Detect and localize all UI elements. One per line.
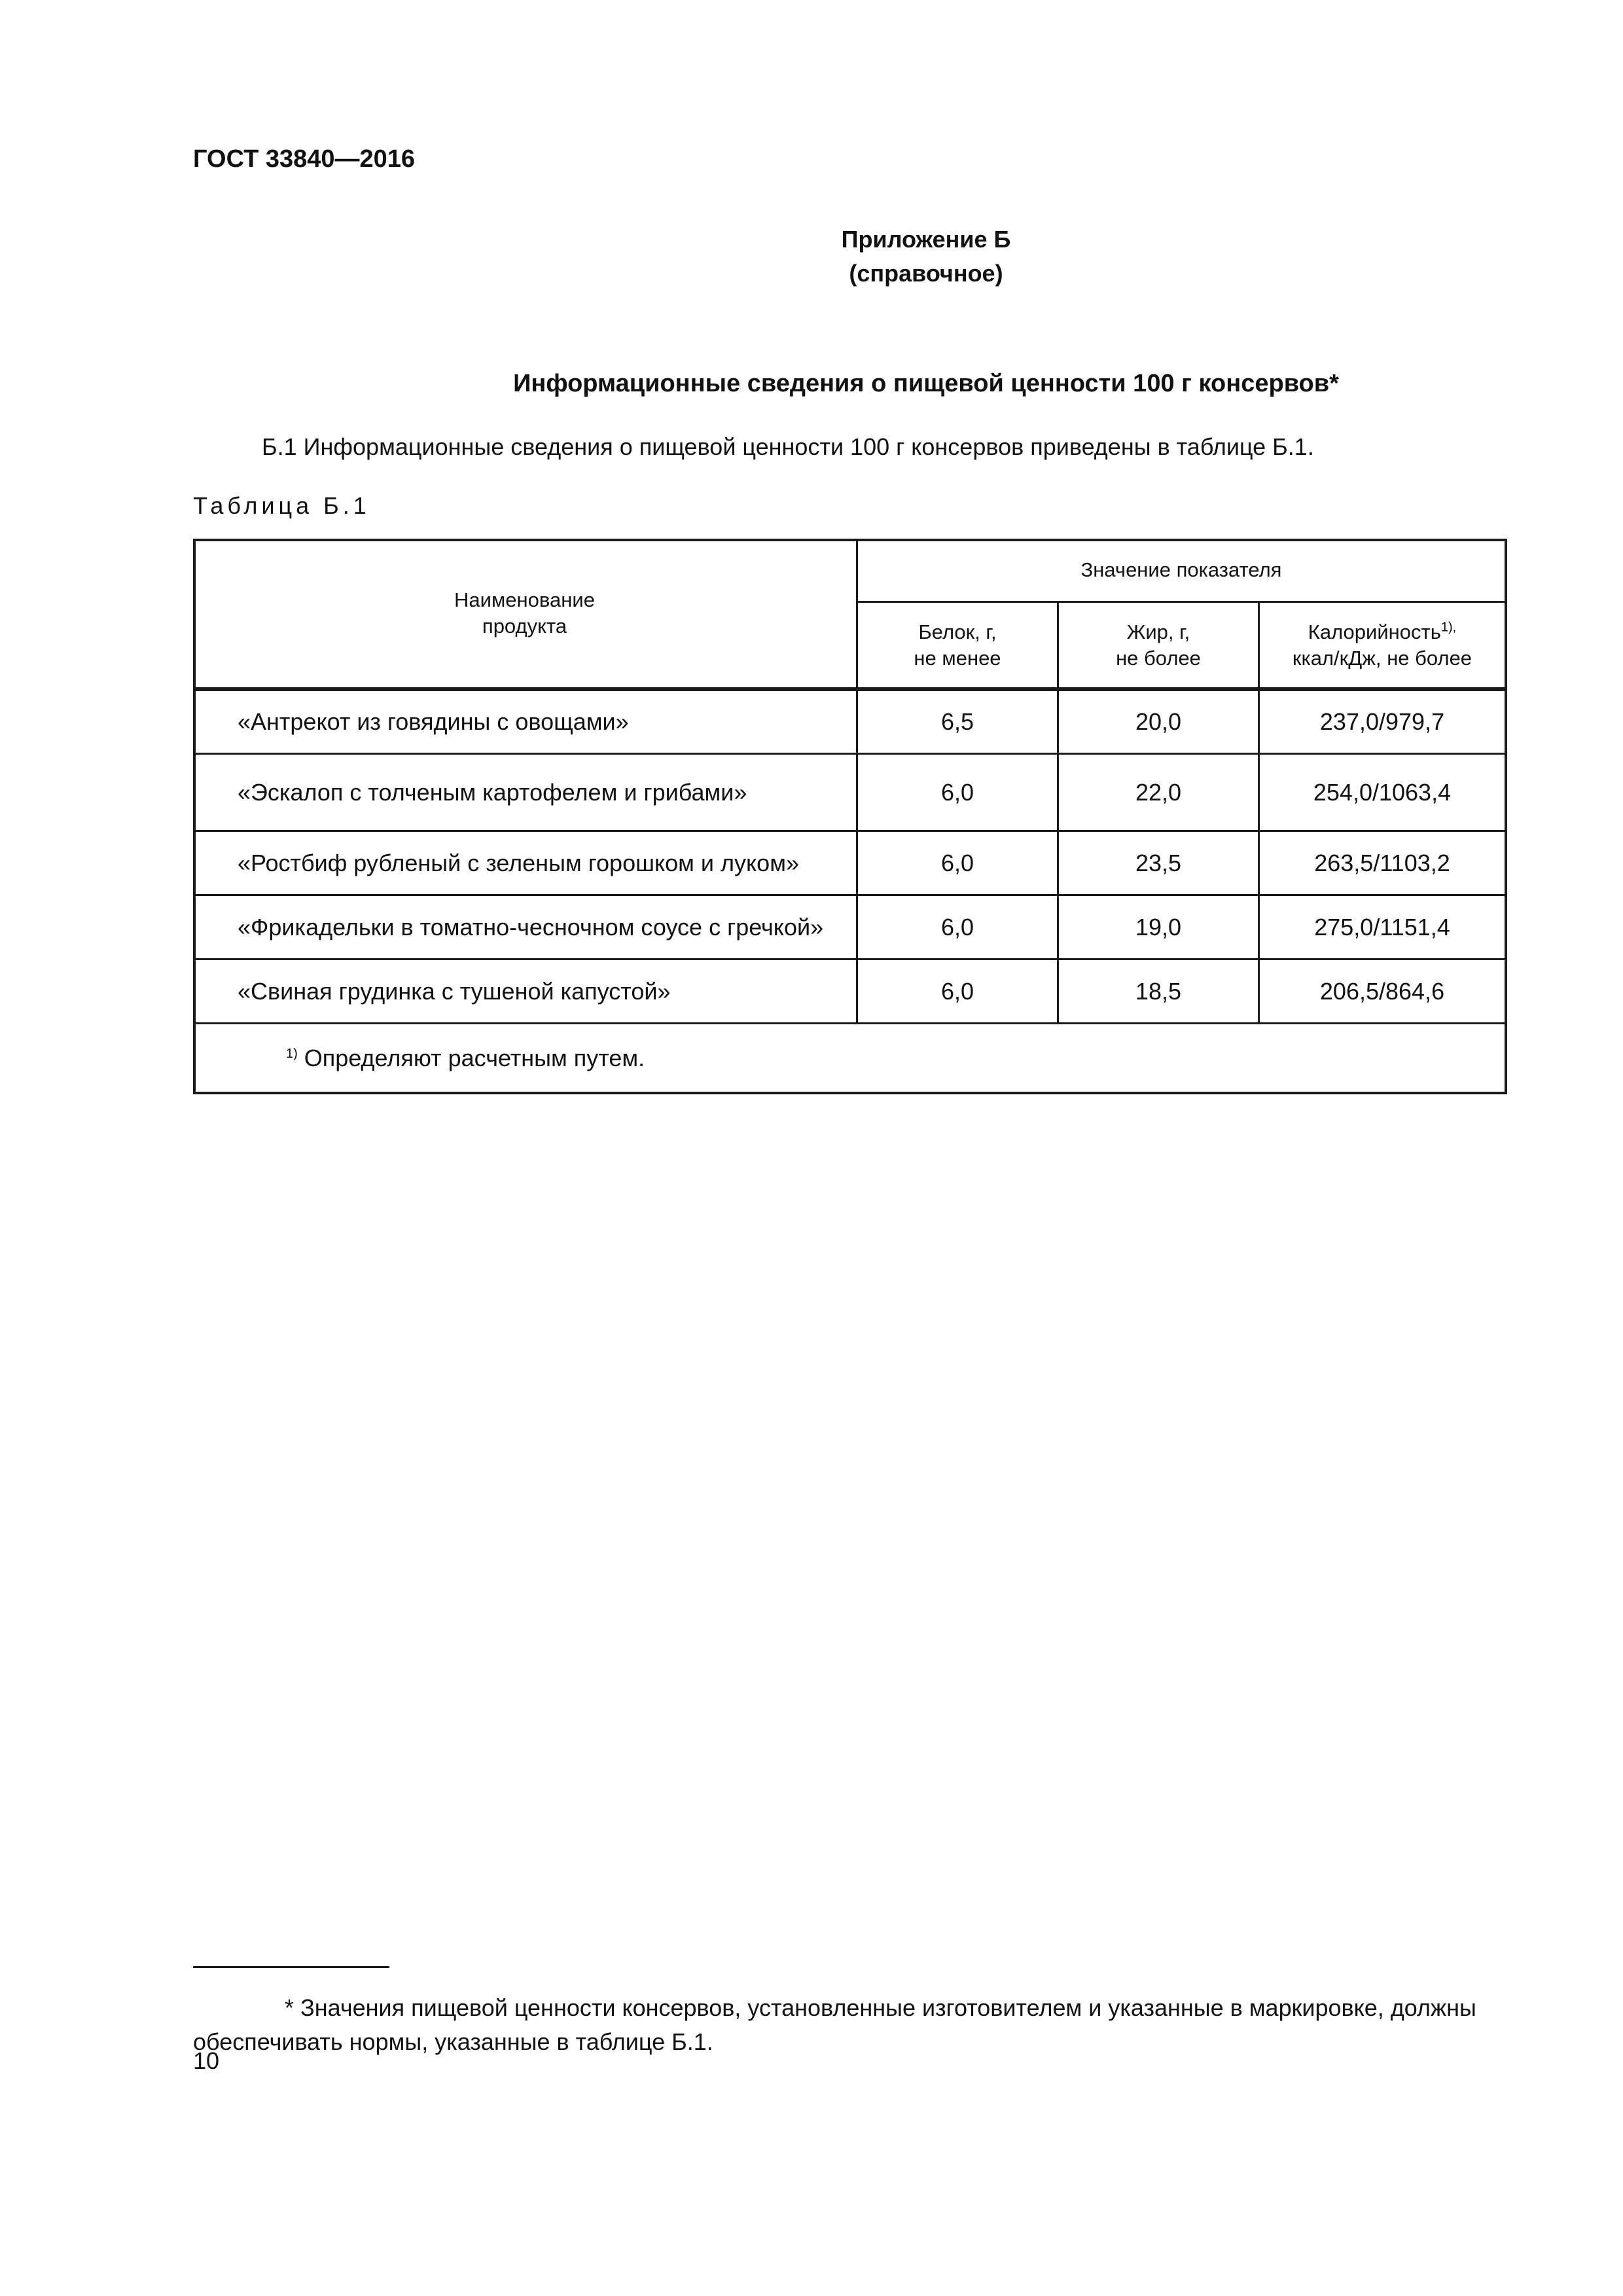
table-row-product-name: «Свиная грудинка с тушеной капустой» — [238, 977, 671, 1005]
table-row-protein: 6,5 — [940, 708, 974, 735]
table-row-fat: 20,0 — [1135, 708, 1182, 735]
col-header-product-line1: Наименование — [454, 588, 595, 611]
col-header-fat — [1059, 603, 1258, 687]
table-row-protein: 6,0 — [940, 849, 974, 876]
calories-footnote-ref: 1), — [1440, 620, 1457, 635]
table-row-protein: 6,0 — [940, 778, 974, 806]
col-header-calories-line1: Калорийность — [1308, 620, 1441, 643]
table-row-calories: 206,5/864,6 — [1319, 977, 1445, 1005]
intro-paragraph: Б.1 Информационные сведения о пищевой ценности 100 г консервов приведены в таблице Б.1. — [262, 433, 1314, 460]
col-header-protein — [858, 603, 1057, 687]
page-number: 10 — [193, 2047, 220, 2074]
table-caption: Таблица Б.1 — [193, 492, 370, 519]
col-header-calories — [1260, 603, 1505, 687]
group-header-values: Значение показателя — [1080, 558, 1282, 581]
col-header-protein-line1: Белок, г, — [918, 620, 997, 643]
table-row-calories: 237,0/979,7 — [1319, 708, 1445, 735]
table-row-protein: 6,0 — [940, 977, 974, 1005]
col-header-product-line2: продукта — [482, 614, 567, 637]
table-row-product-name: «Фрикадельки в томатно-чесночном соусе с гречкой» — [238, 913, 824, 941]
col-header-protein-line2: не менее — [914, 646, 1001, 670]
table-row-fat: 22,0 — [1135, 778, 1182, 806]
table-row-product-name: «Антрекот из говядины с овощами» — [238, 708, 629, 735]
nutrition-table — [193, 539, 1507, 1094]
table-row-fat: 19,0 — [1135, 913, 1182, 941]
annex-label: Приложение Б — [841, 226, 1011, 253]
document-header: ГОСТ 33840—2016 — [193, 145, 416, 173]
footnote-separator — [193, 1966, 389, 1968]
annex-type: (справочное) — [849, 260, 1003, 287]
table-row-product-name: «Ростбиф рубленый с зеленым горошком и луком» — [238, 849, 799, 876]
table-row-calories: 263,5/1103,2 — [1314, 849, 1450, 876]
footnote-text: * Значения пищевой ценности консервов, установленные изготовителем и указанные в маркировке, должны обеспечивать нормы, указанные в таблице Б.1. — [193, 1994, 1476, 2055]
annex-title — [0, 223, 1623, 291]
table-note-text: Определяют расчетным путем. — [297, 1044, 645, 1071]
col-header-product — [193, 539, 856, 687]
col-header-fat-line2: не более — [1116, 646, 1201, 670]
section-heading: Информационные сведения о пищевой ценности 100 г консервов* — [513, 370, 1339, 397]
table-row-calories: 254,0/1063,4 — [1313, 778, 1452, 806]
table-row-fat: 23,5 — [1135, 849, 1182, 876]
table-note — [193, 1024, 1505, 1092]
table-row-protein: 6,0 — [940, 913, 974, 941]
col-header-calories-line2: ккал/кДж, не более — [1292, 646, 1472, 670]
col-header-fat-line1: Жир, г, — [1126, 620, 1190, 643]
table-note-marker: 1) — [286, 1046, 298, 1061]
table-row-fat: 18,5 — [1135, 977, 1182, 1005]
table-row-calories: 275,0/1151,4 — [1314, 913, 1450, 941]
table-row-product-name: «Эскалоп с толченым картофелем и грибами» — [238, 778, 747, 806]
